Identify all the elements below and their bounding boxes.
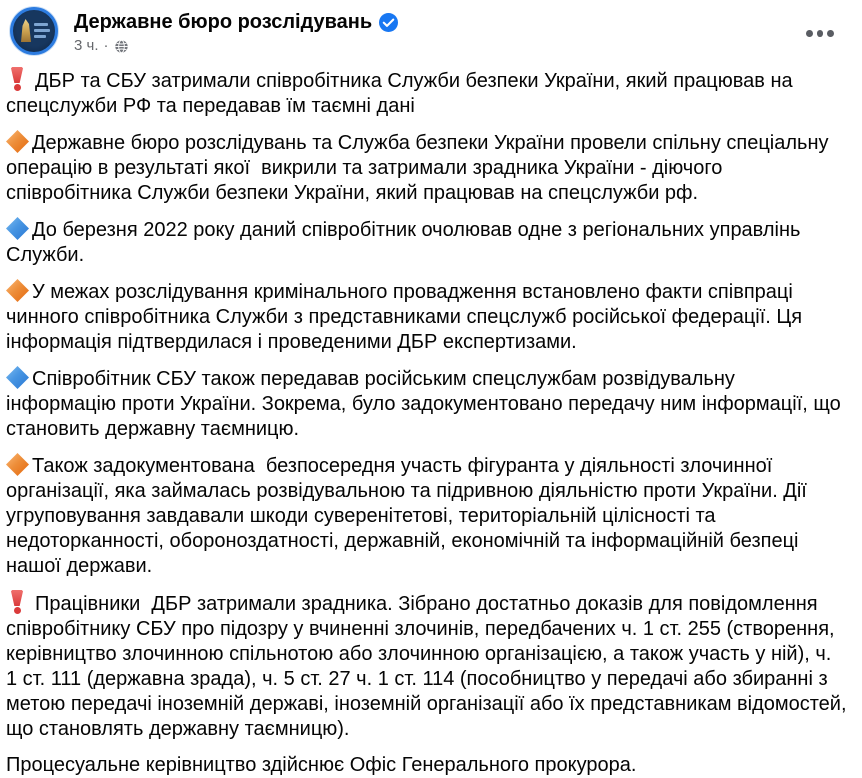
paragraph-text: Також задокументована безпосередня участь фігуранта у діяльності злочинної організації, яка займалась розвідувальною та підривною діяльністю проти України. Дії угруповування завдавали шкоди суверенітетові, територіальній цілісності та недоторканності, обороноздатності, державній, економічній та інформаційній безпеці нашої держави. — [6, 455, 813, 577]
paragraph-text: ДБР та СБУ затримали співробітника Служби безпеки України, який працював на спецслужби РФ та передавав їм таємні дані — [6, 70, 799, 117]
post-paragraph — [6, 279, 848, 355]
blue-diamond-icon — [6, 217, 29, 240]
post-paragraph — [6, 67, 848, 119]
ellipsis-dot — [817, 30, 824, 37]
post-timestamp[interactable]: 3 ч. — [74, 37, 99, 54]
paragraph-text: Працівники ДБР затримали зрадника. Зібрано достатньо доказів для повідомлення співробітнику СБУ про підозру у вчиненні злочинів, передбачених ч. 1 ст. 255 (створення, керівництво злочинною спільнотою або злочинною організацією, а також участь у ній), ч. 1 ст. 111 (державна зрада), ч. 5 ст. 27 ч. 1 ст. 114 (пособництво у передачі або збиранні з метою передачі іноземній державі, іноземній організації або їх представникам відомостей, що становлять державну таємницю). — [6, 593, 853, 740]
ellipsis-dot — [806, 30, 813, 37]
post-header — [0, 0, 862, 55]
more-options-button[interactable] — [800, 20, 840, 46]
ellipsis-dot — [827, 30, 834, 37]
orange-diamond-icon — [6, 130, 29, 153]
audience-globe-icon — [114, 39, 129, 54]
orange-diamond-icon — [6, 453, 29, 476]
paragraph-text: Процесуальне керівництво здійснює Офіс Генерального прокурора. — [6, 754, 637, 776]
red-exclamation-icon — [11, 590, 23, 614]
paragraph-text: До березня 2022 року даний співробітник очолював одне з регіональних управлінь Служби. — [6, 219, 806, 266]
post-paragraph — [6, 590, 853, 742]
blue-diamond-icon — [6, 366, 29, 389]
post-paragraph — [6, 217, 848, 268]
avatar-emblem — [21, 19, 31, 42]
paragraph-text: Державне бюро розслідувань та Служба безпеки України провели спільну спеціальну операцію в результаті якої викрили та затримали зрадника України - діючого співробітника Служби безпеки України, який працював на спецслужби рф. — [6, 132, 835, 204]
red-exclamation-icon — [11, 67, 23, 91]
post-paragraph — [6, 366, 848, 442]
paragraph-text: У межах розслідування кримінального провадження встановлено факти співпраці чинного співробітника Служби з представниками спецслужб російської федерації. Ця інформація підтвердилася і проведеними ДБР експертизами. — [6, 281, 808, 353]
post-content — [0, 55, 862, 778]
paragraph-text: Співробітник СБУ також передавав російським спецслужбам розвідувальну інформацію проти України. Зокрема, було задокументовано передачу ним інформації, що становить державну таємницю. — [6, 368, 847, 440]
post-paragraph — [6, 130, 848, 206]
page-name-link[interactable]: Державне бюро розслідувань — [74, 11, 373, 33]
orange-diamond-icon — [6, 279, 29, 302]
verified-badge-icon — [379, 13, 398, 32]
page-avatar[interactable] — [10, 7, 58, 55]
post-paragraph — [6, 453, 848, 579]
meta-separator: · — [103, 37, 109, 54]
